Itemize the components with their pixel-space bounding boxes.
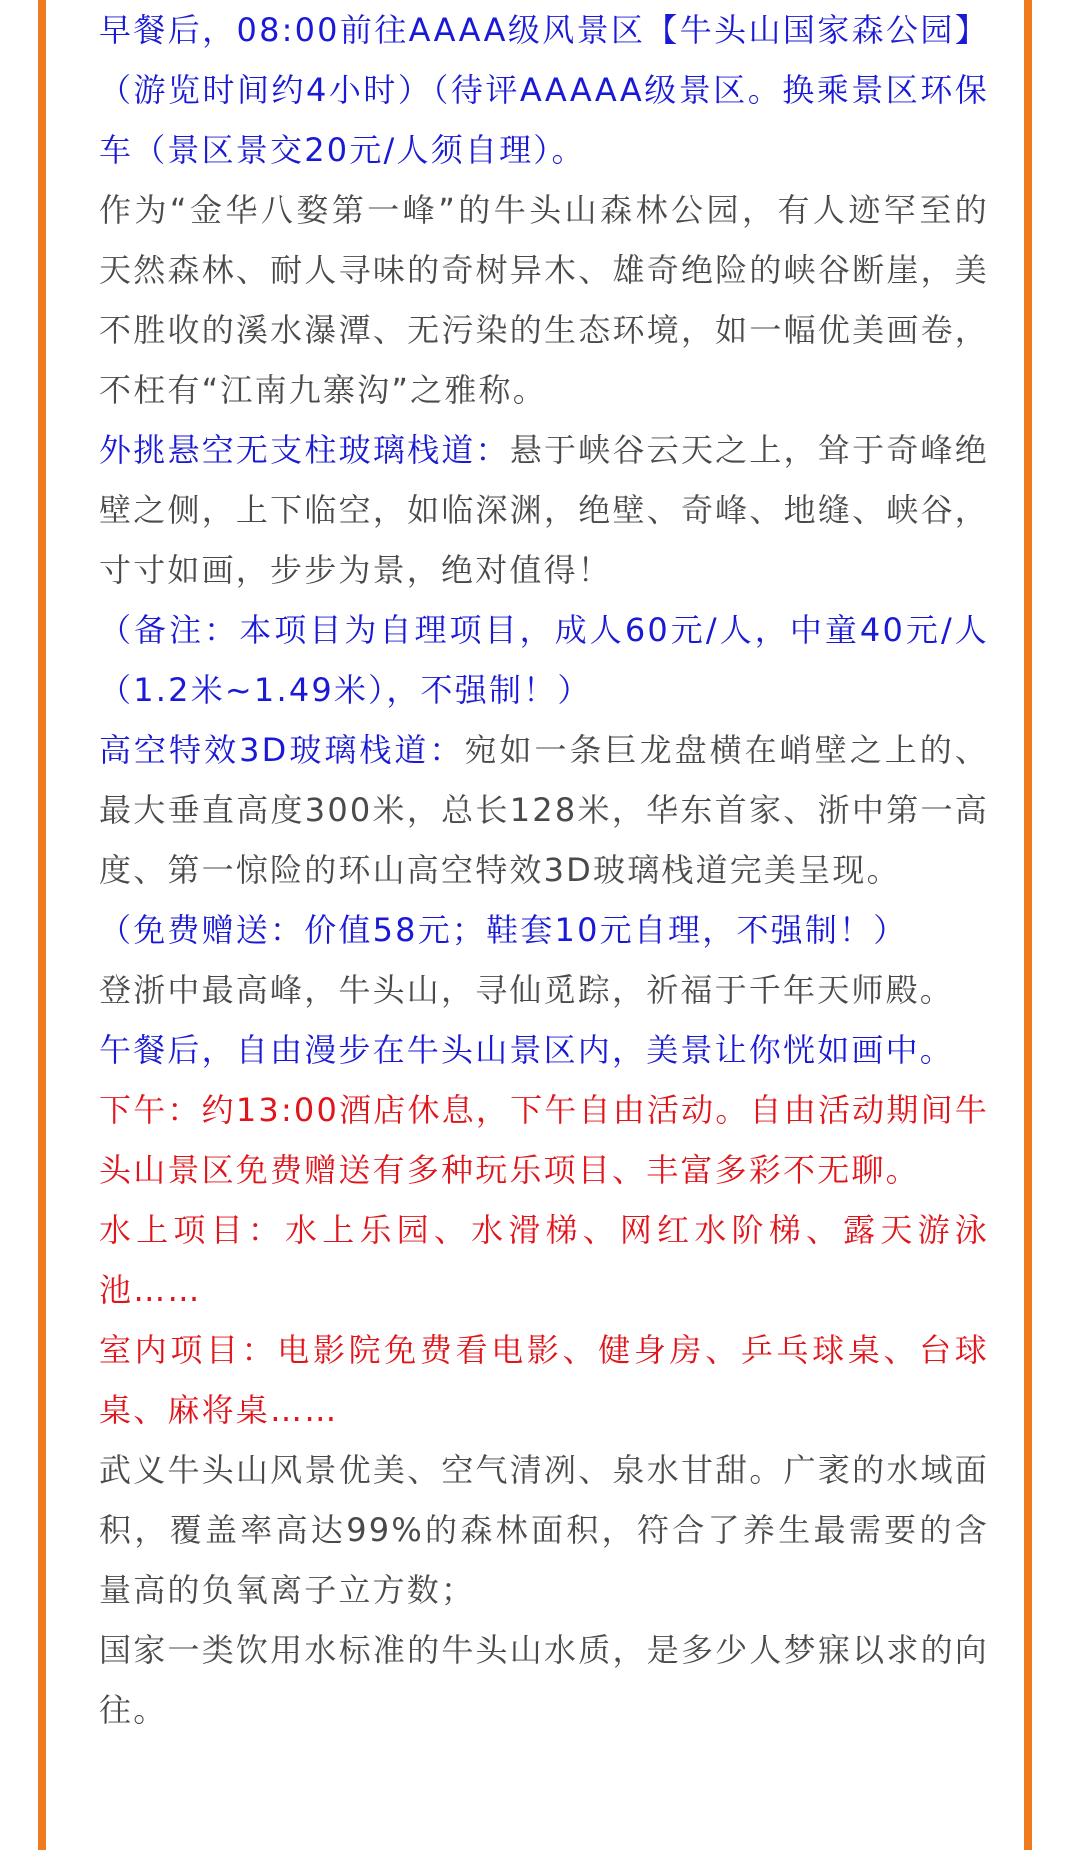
paragraph-park-intro: 作为“金华八婺第一峰”的牛头山森林公园，有人迹罕至的天然森林、耐人寻味的奇树异木、雄奇绝险的峡谷断崖，美不胜收的溪水瀑潭、无污染的生态环境，如一幅优美画卷，不枉有“江南九寨沟”之雅称。: [99, 191, 989, 409]
glass-walkway-description: 悬于峡谷云天之上，耸于奇峰绝壁之侧，上下临空，如临深渊，绝壁、奇峰、地缝、峡谷，寸寸如画，步步为景，绝对值得！: [99, 431, 989, 589]
glass-walkway-heading: 外挑悬空无支柱玻璃栈道：: [99, 431, 510, 469]
paragraph-indoor-activities: 室内项目：电影院免费看电影、健身房、乒乓球桌、台球桌、麻将桌……: [99, 1331, 989, 1429]
3d-walkway-description: 宛如一条巨龙盘横在峭壁之上的、最大垂直高度300米，总长128米，华东首家、浙中第一高度、第一惊险的环山高空特效3D玻璃栈道完美呈现。: [99, 731, 989, 889]
itinerary-text: [99, 0, 989, 1740]
paragraph-breakfast-departure: 早餐后，08:00前往AAAA级风景区【牛头山国家森公园】（游览时间约4小时）（待评AAAAA级景区。换乘景区环保车（景区景交20元/人须自理）。: [99, 11, 989, 169]
paragraph-glass-walkway: [99, 420, 989, 600]
paragraph-free-gift-note: （免费赠送：价值58元；鞋套10元自理，不强制！）: [99, 911, 908, 949]
paragraph-scenery-air: 武义牛头山风景优美、空气清冽、泉水甘甜。广袤的水域面积，覆盖率高达99%的森林面积，符合了养生最需要的含量高的负氧离子立方数；: [99, 1451, 989, 1609]
paragraph-3d-walkway: [99, 720, 989, 900]
paragraph-walkway-note: （备注：本项目为自理项目，成人60元/人，中童40元/人（1.2米~1.49米），不强制！）: [99, 611, 989, 709]
paragraph-water-quality: 国家一类饮用水标准的牛头山水质，是多少人梦寐以求的向往。: [99, 1631, 989, 1729]
3d-walkway-heading: 高空特效3D玻璃栈道：: [99, 731, 465, 769]
paragraph-peak-climb: 登浙中最高峰，牛头山，寻仙觅踪，祈福于千年天师殿。: [99, 971, 955, 1009]
paragraph-after-lunch: 午餐后，自由漫步在牛头山景区内，美景让你恍如画中。: [99, 1031, 955, 1069]
paragraph-water-activities: 水上项目：水上乐园、水滑梯、网红水阶梯、露天游泳池……: [99, 1211, 989, 1309]
paragraph-afternoon-free: 下午：约13:00酒店休息，下午自由活动。自由活动期间牛头山景区免费赠送有多种玩乐项目、丰富多彩不无聊。: [99, 1091, 989, 1189]
